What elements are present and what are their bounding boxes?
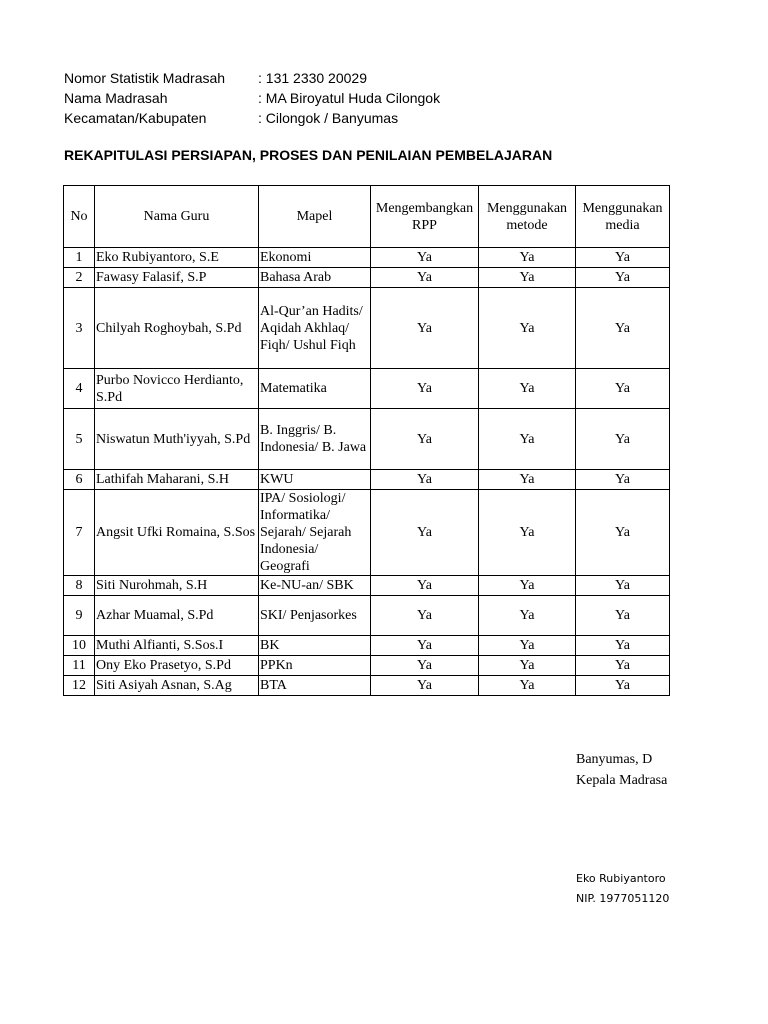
header-rpp: Mengembangkan RPP	[371, 186, 479, 248]
signature-title: Kepala Madrasa	[576, 773, 668, 788]
cell-mapel: KWU	[259, 470, 371, 490]
cell-metode: Ya	[479, 676, 576, 696]
header-media: Menggunakan media	[576, 186, 670, 248]
table-row	[64, 248, 670, 268]
cell-media: Ya	[576, 676, 670, 696]
cell-no: 9	[64, 596, 95, 636]
info-label: Kecamatan/Kabupaten	[64, 110, 207, 126]
cell-nama-guru: Angsit Ufki Romaina, S.Sos	[95, 490, 259, 576]
cell-nama-guru: Muthi Alfianti, S.Sos.I	[95, 636, 259, 656]
cell-nama-guru: Lathifah Maharani, S.H	[95, 470, 259, 490]
cell-media: Ya	[576, 490, 670, 576]
school-info	[64, 68, 440, 128]
table-row	[64, 490, 670, 576]
cell-rpp: Ya	[371, 490, 479, 576]
info-label: Nomor Statistik Madrasah	[64, 70, 226, 86]
header-mapel: Mapel	[259, 186, 371, 248]
table-row	[64, 369, 670, 409]
cell-no: 11	[64, 656, 95, 676]
cell-metode: Ya	[479, 369, 576, 409]
cell-rpp: Ya	[371, 576, 479, 596]
cell-media: Ya	[576, 248, 670, 268]
cell-mapel: Ekonomi	[259, 248, 371, 268]
cell-nama-guru: Siti Asiyah Asnan, S.Ag	[95, 676, 259, 696]
cell-metode: Ya	[479, 288, 576, 369]
cell-media: Ya	[576, 268, 670, 288]
cell-media: Ya	[576, 596, 670, 636]
cell-rpp: Ya	[371, 596, 479, 636]
info-value: : Cilongok / Banyumas	[258, 110, 399, 126]
cell-metode: Ya	[479, 470, 576, 490]
header-metode: Menggunakan metode	[479, 186, 576, 248]
cell-no: 8	[64, 576, 95, 596]
signature-name: Eko Rubiyantoro	[576, 872, 666, 885]
cell-media: Ya	[576, 656, 670, 676]
cell-media: Ya	[576, 369, 670, 409]
document-heading: REKAPITULASI PERSIAPAN, PROSES DAN PENILAIAN PEMBELAJARAN	[64, 147, 553, 163]
cell-no: 2	[64, 268, 95, 288]
cell-nama-guru: Siti Nurohmah, S.H	[95, 576, 259, 596]
cell-no: 3	[64, 288, 95, 369]
table-row	[64, 656, 670, 676]
info-value: : 131 2330 20029	[258, 70, 367, 86]
cell-metode: Ya	[479, 636, 576, 656]
cell-nama-guru: Azhar Muamal, S.Pd	[95, 596, 259, 636]
cell-no: 12	[64, 676, 95, 696]
cell-metode: Ya	[479, 596, 576, 636]
info-row-kecamatan	[64, 108, 440, 128]
table-row	[64, 576, 670, 596]
table-row	[64, 596, 670, 636]
cell-media: Ya	[576, 288, 670, 369]
cell-rpp: Ya	[371, 288, 479, 369]
cell-mapel: Matematika	[259, 369, 371, 409]
cell-no: 1	[64, 248, 95, 268]
cell-rpp: Ya	[371, 268, 479, 288]
table-row	[64, 288, 670, 369]
cell-nama-guru: Purbo Novicco Herdianto, S.Pd	[95, 369, 259, 409]
table-row	[64, 470, 670, 490]
header-no: No	[64, 186, 95, 248]
cell-media: Ya	[576, 636, 670, 656]
header-nama-guru: Nama Guru	[95, 186, 259, 248]
cell-mapel: IPA/ Sosiologi/ Informatika/ Sejarah/ Sejarah Indonesia/ Geografi	[259, 490, 371, 576]
cell-no: 10	[64, 636, 95, 656]
cell-metode: Ya	[479, 268, 576, 288]
cell-metode: Ya	[479, 248, 576, 268]
cell-rpp: Ya	[371, 409, 479, 470]
cell-media: Ya	[576, 576, 670, 596]
cell-nama-guru: Fawasy Falasif, S.P	[95, 268, 259, 288]
cell-mapel: BTA	[259, 676, 371, 696]
info-value: : MA Biroyatul Huda Cilongok	[258, 90, 441, 106]
cell-no: 5	[64, 409, 95, 470]
cell-metode: Ya	[479, 656, 576, 676]
cell-mapel: B. Inggris/ B. Indonesia/ B. Jawa	[259, 409, 371, 470]
cell-media: Ya	[576, 409, 670, 470]
cell-mapel: Ke-NU-an/ SBK	[259, 576, 371, 596]
cell-nama-guru: Ony Eko Prasetyo, S.Pd	[95, 656, 259, 676]
cell-no: 6	[64, 470, 95, 490]
cell-metode: Ya	[479, 576, 576, 596]
signature-place-date: Banyumas, D	[576, 752, 653, 767]
cell-nama-guru: Eko Rubiyantoro, S.E	[95, 248, 259, 268]
cell-rpp: Ya	[371, 656, 479, 676]
cell-nama-guru: Niswatun Muth'iyyah, S.Pd	[95, 409, 259, 470]
cell-rpp: Ya	[371, 676, 479, 696]
cell-no: 7	[64, 490, 95, 576]
table-row	[64, 676, 670, 696]
cell-mapel: Al-Qur’an Hadits/ Aqidah Akhlaq/ Fiqh/ Ushul Fiqh	[259, 288, 371, 369]
cell-rpp: Ya	[371, 369, 479, 409]
cell-mapel: PPKn	[259, 656, 371, 676]
signature-nip: NIP. 1977051120	[576, 892, 669, 905]
table-row	[64, 636, 670, 656]
table-header-row	[64, 186, 670, 248]
info-row-nsm	[64, 68, 440, 88]
cell-mapel: Bahasa Arab	[259, 268, 371, 288]
cell-mapel: BK	[259, 636, 371, 656]
cell-no: 4	[64, 369, 95, 409]
cell-nama-guru: Chilyah Roghoybah, S.Pd	[95, 288, 259, 369]
info-row-nama-madrasah	[64, 88, 440, 108]
cell-metode: Ya	[479, 409, 576, 470]
table-row	[64, 268, 670, 288]
info-label: Nama Madrasah	[64, 90, 168, 106]
cell-rpp: Ya	[371, 470, 479, 490]
table-row	[64, 409, 670, 470]
cell-media: Ya	[576, 470, 670, 490]
cell-mapel: SKI/ Penjasorkes	[259, 596, 371, 636]
rekap-table	[63, 185, 670, 696]
cell-rpp: Ya	[371, 248, 479, 268]
cell-rpp: Ya	[371, 636, 479, 656]
cell-metode: Ya	[479, 490, 576, 576]
